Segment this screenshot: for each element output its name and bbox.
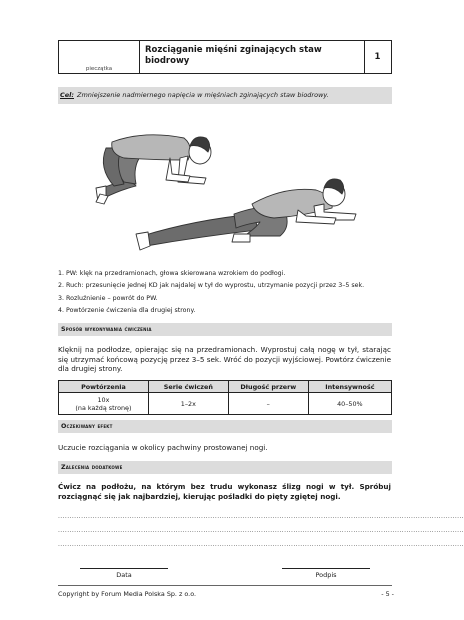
figure-stretching (136, 179, 356, 250)
recommendations-heading: Zalecenia dodatkowe (58, 461, 392, 474)
note-line: ................................................................................................................................................................................ (58, 527, 464, 534)
stamp-cell (59, 41, 140, 73)
note-line: ................................................................................................................................................................................ (58, 513, 464, 520)
header-box (58, 40, 392, 74)
method-heading: Sposób wykonywania ćwiczenia (58, 323, 392, 336)
table-cell: – (228, 393, 308, 415)
signature-label: Podpis (315, 571, 337, 579)
step-item: 3. Rozluźnienie – powrót do PW. (58, 294, 158, 302)
goal-label: Cel: (60, 91, 75, 99)
params-row (59, 393, 392, 415)
goal-text: Zmniejszenie nadmiernego napięcia w mięśniach zginających staw biodrowy. (77, 91, 329, 99)
table-cell: 40–50% (308, 393, 391, 415)
date-label: Data (116, 571, 132, 579)
footer-copyright: Copyright by Forum Media Polska Sp. z o.o. (58, 590, 197, 598)
footer-rule (58, 585, 392, 586)
step-item: 1. PW: klęk na przedramionach, głowa skierowana wzrokiem do podłogi. (58, 270, 286, 277)
figure-kneeling (96, 135, 211, 204)
method-text: Klęknij na podłodze, opierając się na przedramionach. Wyprostuj całą nogę w tył, starając się utrzymać końcową pozycję przez 3–5 sek. Wróć do pozycji wyjściowej. Powtórz ćwiczenie dla drugiej strony. (58, 345, 391, 374)
col-header: Powtórzenia (59, 381, 149, 393)
table-cell: 1–2x (148, 393, 228, 415)
title-cell (139, 41, 365, 73)
expected-text: Uczucie rozciągania w okolicy pachwiny prostowanej nogi. (58, 443, 268, 452)
stamp-label: pieczątka (85, 66, 113, 72)
col-header: Serie ćwiczeń (148, 381, 228, 393)
step-item: 4. Powtórzenie ćwiczenia dla drugiej strony. (58, 307, 196, 315)
table-cell: 10x (na każdą stronę) (59, 393, 149, 415)
number-cell (364, 41, 391, 73)
goal-band (58, 87, 392, 104)
sheet-number: 1 (374, 52, 381, 62)
page-number: - 5 - (381, 590, 394, 598)
recommendations-text: Ćwicz na podłożu, na którym bez trudu wykonasz ślizg nogi w tył. Spróbuj rozciągnąć się jak najbardziej, kierując pośladki do pięty zgiętej nogi. (58, 482, 391, 501)
steps-list (58, 268, 392, 318)
stretch-illustration (84, 124, 374, 256)
params-table (58, 380, 392, 415)
expected-heading: Oczekiwany efekt (58, 420, 392, 433)
params-header-row (59, 381, 392, 393)
col-header: Intensywność (308, 381, 391, 393)
step-item: 2. Ruch: przesunięcie jednej KD jak najdalej w tył do wyprostu, utrzymanie pozycji przez 3–5 sek. (58, 282, 365, 290)
date-line (80, 568, 168, 569)
signature-line (282, 568, 370, 569)
note-line: ................................................................................................................................................................................ (58, 541, 464, 548)
page-title: Rozciąganie mięśni zginających staw biodrowy (145, 45, 322, 66)
col-header: Długość przerw (228, 381, 308, 393)
